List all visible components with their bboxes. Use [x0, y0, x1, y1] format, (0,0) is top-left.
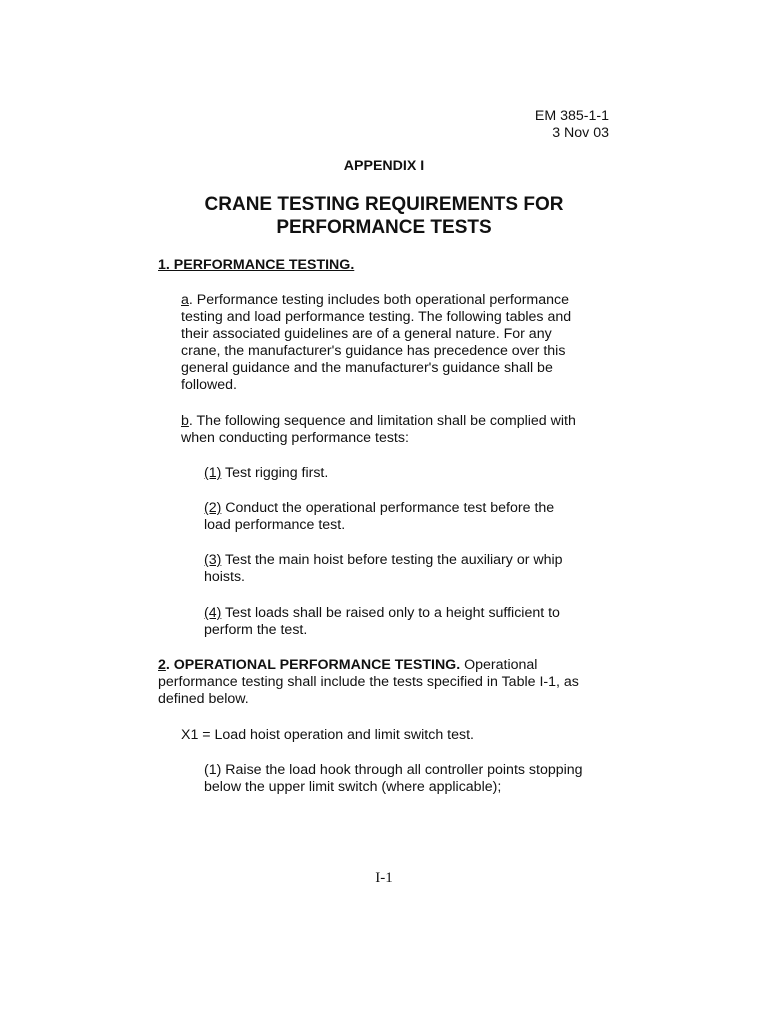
list-item-1-marker: (1) [204, 465, 222, 481]
title-line-2: PERFORMANCE TESTS [276, 217, 492, 238]
list-item-1 [204, 465, 328, 482]
appendix-label: APPENDIX I [343, 158, 425, 174]
x1-definition: X1 = Load hoist operation and limit switch test. [181, 727, 474, 743]
document-date: 3 Nov 03 [552, 125, 609, 141]
list-item-2 [204, 500, 554, 534]
section-2-line: Operational [460, 657, 538, 673]
list-item-3 [204, 552, 563, 586]
x1-list-item-1-line: (1) Raise the load hook through all controller points stopping [204, 762, 583, 778]
list-item-4-text: Test loads shall be raised only to a height sufficient to [221, 605, 560, 621]
paragraph-a-line: testing and load performance testing. The following tables and [181, 309, 572, 325]
section-2-line: performance testing shall include the tests specified in Table I-1, as [158, 674, 579, 690]
page-title [0, 193, 768, 239]
list-item-2-text: load performance test. [204, 517, 346, 533]
paragraph-a-marker: a [181, 292, 189, 308]
paragraph-b-line: . The following sequence and limitation shall be complied with [188, 413, 576, 429]
list-item-3-text: hoists. [204, 569, 246, 585]
list-item-3-marker: (3) [204, 552, 222, 568]
title-line-1: CRANE TESTING REQUIREMENTS FOR [204, 194, 564, 215]
section-2 [158, 657, 579, 708]
section-2-number: 2 [158, 657, 166, 673]
paragraph-a-line: crane, the manufacturer's guidance has precedence over this [181, 343, 566, 359]
list-item-2-marker: (2) [204, 500, 222, 516]
list-item-4-marker: (4) [204, 605, 222, 621]
paragraph-a-line: general guidance and the manufacturer's guidance shall be [181, 360, 553, 376]
paragraph-a-line: followed. [181, 377, 237, 393]
list-item-1-text: Test rigging first. [221, 465, 329, 481]
section-2-line: defined below. [158, 691, 249, 707]
list-item-3-text: Test the main hoist before testing the auxiliary or whip [221, 552, 563, 568]
document-id-block [535, 108, 609, 142]
paragraph-a-line: their associated guidelines are of a general nature. For any [181, 326, 552, 342]
x1-list-item-1-line: below the upper limit switch (where applicable); [204, 779, 502, 795]
page-number: I-1 [375, 870, 393, 886]
section-1-heading: 1. PERFORMANCE TESTING. [158, 257, 355, 273]
document-number: EM 385-1-1 [534, 108, 609, 124]
paragraph-b-line: when conducting performance tests: [181, 430, 409, 446]
x1-list-item-1 [204, 762, 583, 796]
section-2-heading: . OPERATIONAL PERFORMANCE TESTING. [165, 657, 461, 673]
list-item-2-text: Conduct the operational performance test before the [221, 500, 555, 516]
paragraph-b [181, 413, 576, 447]
list-item-4 [204, 605, 560, 639]
paragraph-a [181, 292, 571, 394]
list-item-4-text: perform the test. [204, 622, 308, 638]
paragraph-b-marker: b [181, 413, 189, 429]
paragraph-a-line: . Performance testing includes both operational performance [188, 292, 570, 308]
